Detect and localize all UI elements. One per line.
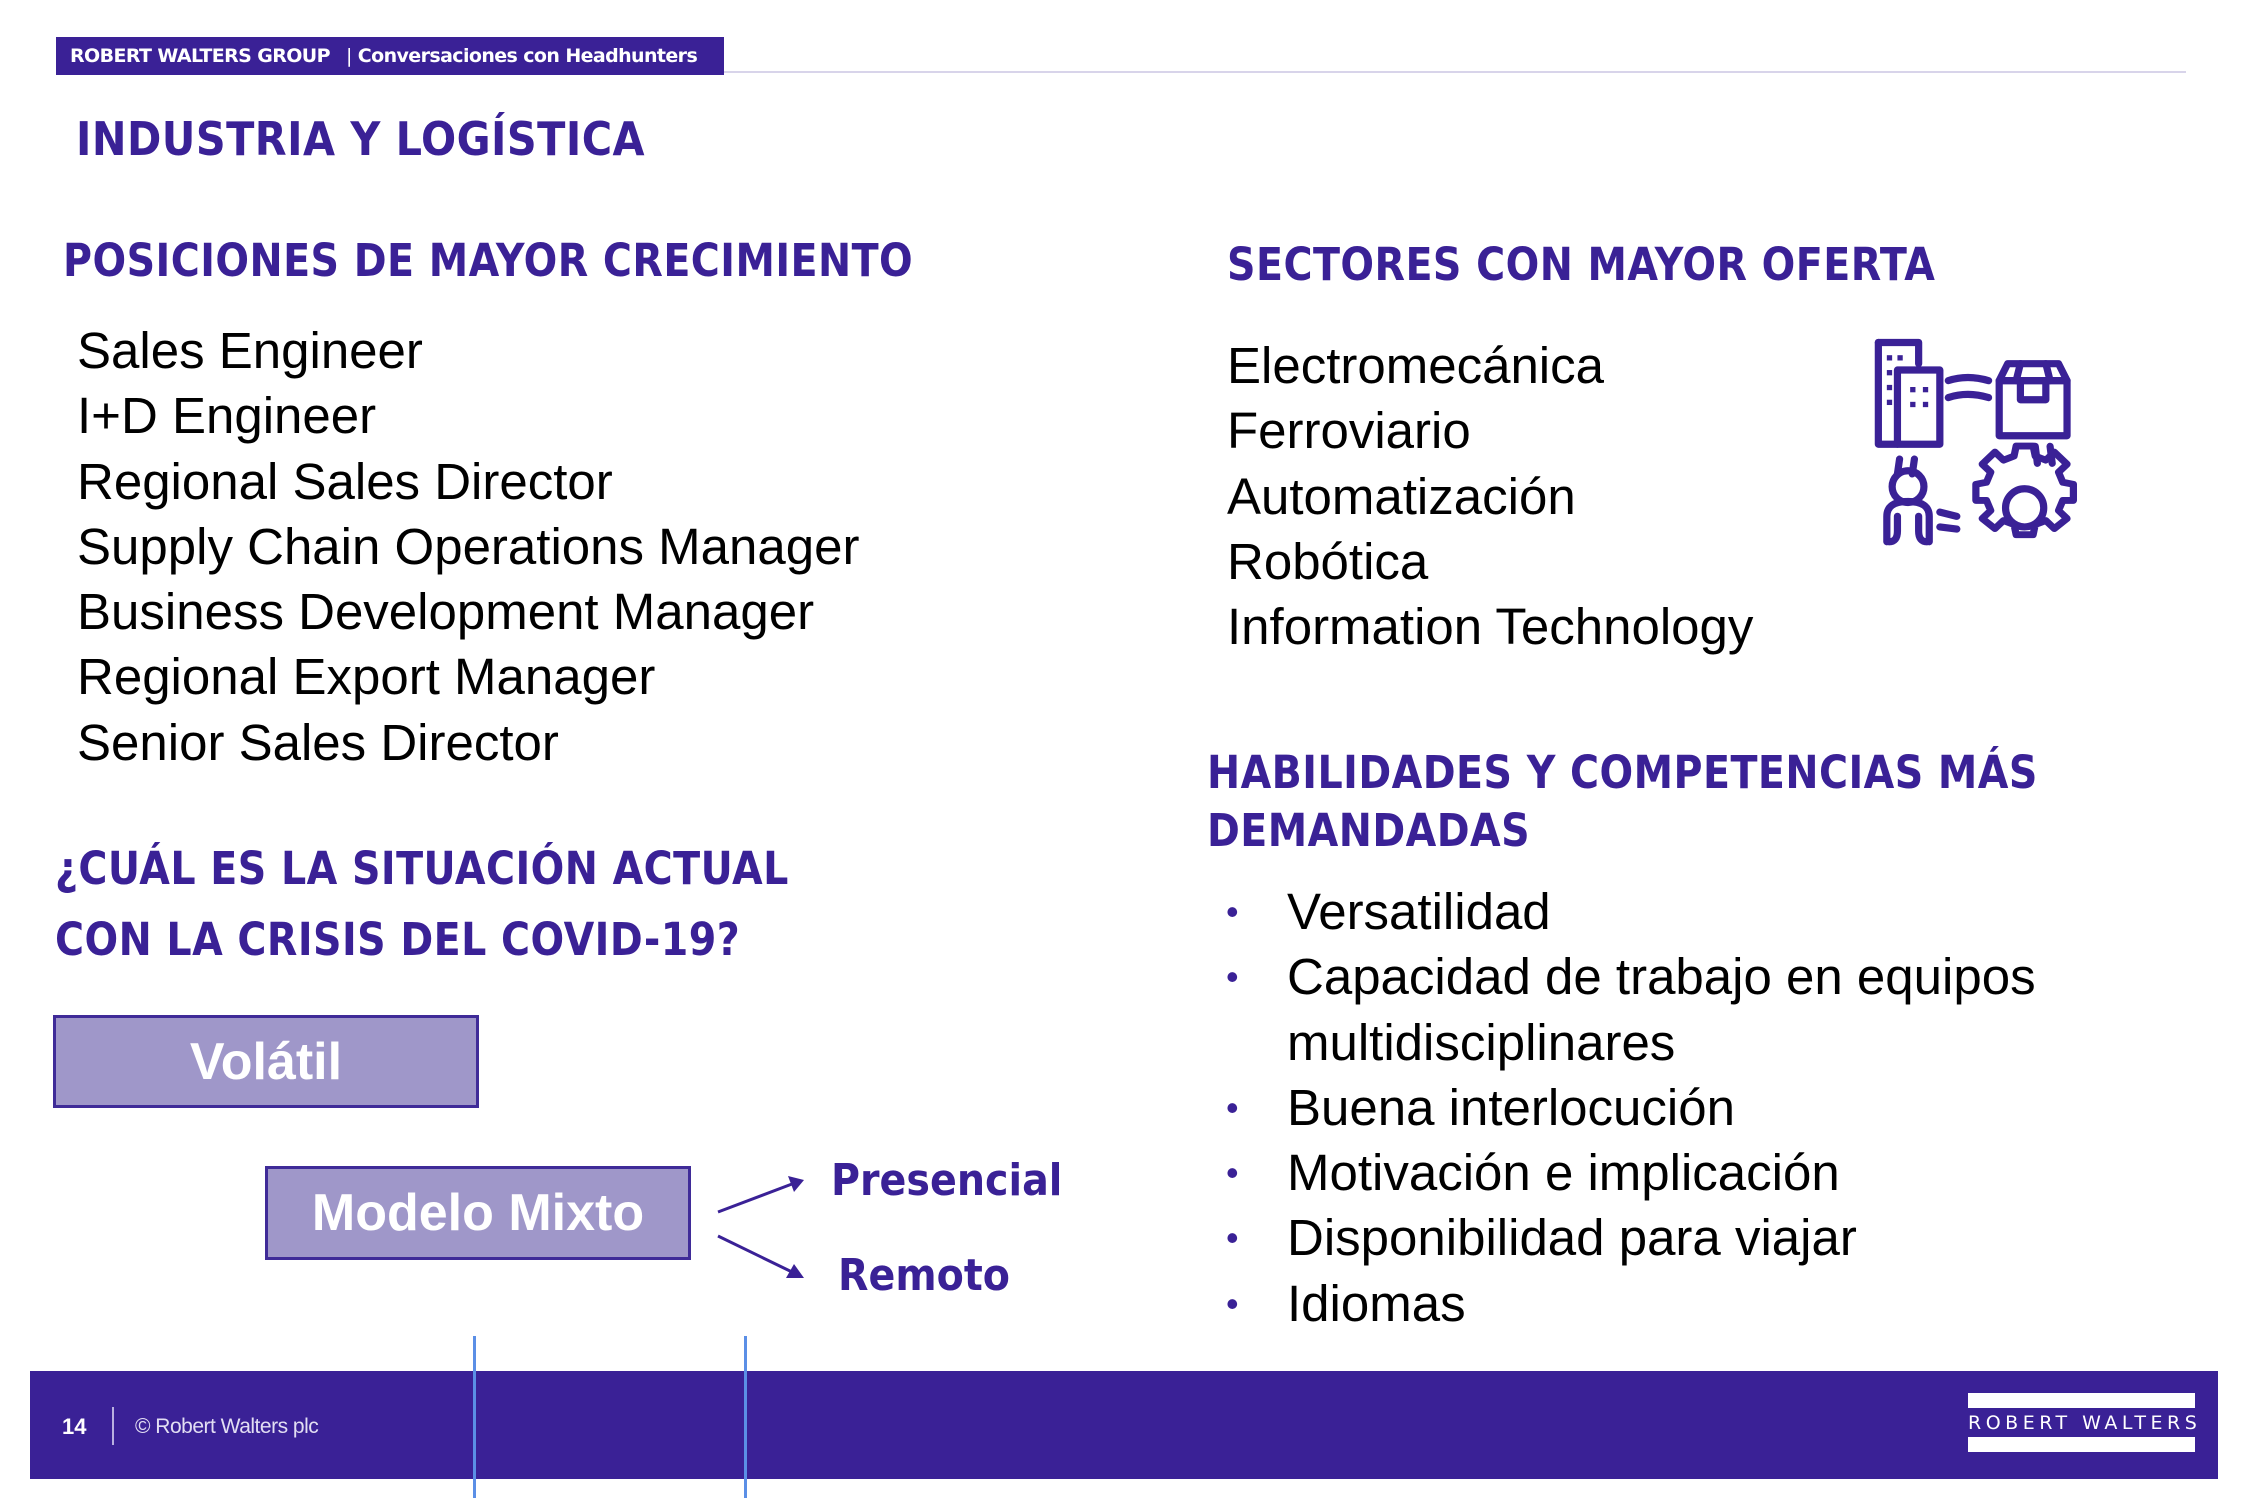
- position-item: Business Development Manager: [77, 583, 815, 641]
- copyright-text: © Robert Walters plc: [135, 1415, 319, 1438]
- skill-item: • Capacidad de trabajo en equipos multidisciplinares: [1226, 944, 2036, 1075]
- mixed-model-label: Modelo Mixto: [311, 1184, 645, 1242]
- page-title: INDUSTRIA Y LOGÍSTICA: [76, 112, 646, 166]
- mixed-model-box: [265, 1166, 691, 1260]
- logo-bar-top: [1968, 1393, 2195, 1408]
- sectors-heading: SECTORES CON MAYOR OFERTA: [1227, 238, 1936, 291]
- logo-bar-bottom: [1968, 1437, 2195, 1452]
- branch-presencial: Presencial: [831, 1155, 1063, 1206]
- bullet-icon: •: [1226, 1217, 1239, 1259]
- position-item: Sales Engineer: [77, 322, 423, 379]
- skill-item: • Idiomas: [1226, 1271, 2036, 1336]
- page-number: 14: [62, 1414, 87, 1439]
- footer-separator: [112, 1407, 114, 1445]
- logo-text: ROBERT WALTERS: [1968, 1412, 2202, 1434]
- header-separator: |: [345, 45, 352, 67]
- skill-item: • Versatilidad: [1226, 879, 2036, 944]
- sector-item: Automatización: [1227, 467, 1576, 525]
- bullet-icon: •: [1226, 891, 1239, 932]
- header-brand: ROBERT WALTERS GROUP: [70, 45, 330, 67]
- sector-item: Electromecánica: [1227, 337, 1604, 394]
- position-item: Supply Chain Operations Manager: [77, 517, 860, 575]
- position-item: I+D Engineer: [77, 387, 377, 445]
- skills-list: [1226, 879, 2036, 1336]
- covid-heading-line1: ¿CUÁL ES LA SITUACIÓN ACTUAL: [55, 842, 789, 895]
- position-item: Regional Sales Director: [77, 452, 613, 510]
- sectors-list: [1227, 333, 1753, 659]
- sector-item: Robótica: [1227, 532, 1429, 590]
- skills-heading-line2: DEMANDADAS: [1207, 804, 1531, 857]
- branch-arrows-icon: [712, 1172, 816, 1288]
- skill-item: • Buena interlocución: [1226, 1075, 2036, 1140]
- branch-remoto: Remoto: [838, 1250, 1010, 1301]
- skills-heading: [1207, 744, 2038, 860]
- positions-heading: POSICIONES DE MAYOR CRECIMIENTO: [63, 234, 914, 287]
- volatile-label: Volátil: [189, 1032, 343, 1091]
- sector-item: Information Technology: [1227, 598, 1754, 656]
- position-item: Regional Export Manager: [77, 648, 656, 706]
- skills-heading-line1: HABILIDADES Y COMPETENCIAS MÁS: [1207, 746, 2038, 799]
- volatile-status-box: [53, 1015, 479, 1108]
- skill-item: • Motivación e implicación: [1226, 1140, 2036, 1205]
- header-divider: [724, 71, 2186, 73]
- guide-line-left: [473, 1336, 476, 1498]
- header-bar: [56, 37, 724, 75]
- bullet-icon: •: [1226, 1152, 1239, 1194]
- robert-walters-logo: [1968, 1393, 2202, 1457]
- bullet-icon: •: [1226, 1282, 1239, 1324]
- positions-list: [77, 318, 859, 775]
- skill-item: • Disponibilidad para viajar: [1226, 1205, 2036, 1270]
- footer-bar: [30, 1371, 2218, 1479]
- sector-item: Ferroviario: [1227, 402, 1471, 460]
- header-subtitle: Conversaciones con Headhunters: [357, 45, 698, 67]
- guide-line-right: [744, 1336, 747, 1498]
- bullet-icon: •: [1226, 956, 1239, 998]
- industry-network-icon: [1872, 334, 2084, 546]
- covid-heading: [55, 833, 789, 975]
- covid-heading-line2: CON LA CRISIS DEL COVID-19?: [55, 913, 741, 966]
- bullet-icon: •: [1226, 1086, 1239, 1128]
- position-item: Senior Sales Director: [77, 713, 559, 771]
